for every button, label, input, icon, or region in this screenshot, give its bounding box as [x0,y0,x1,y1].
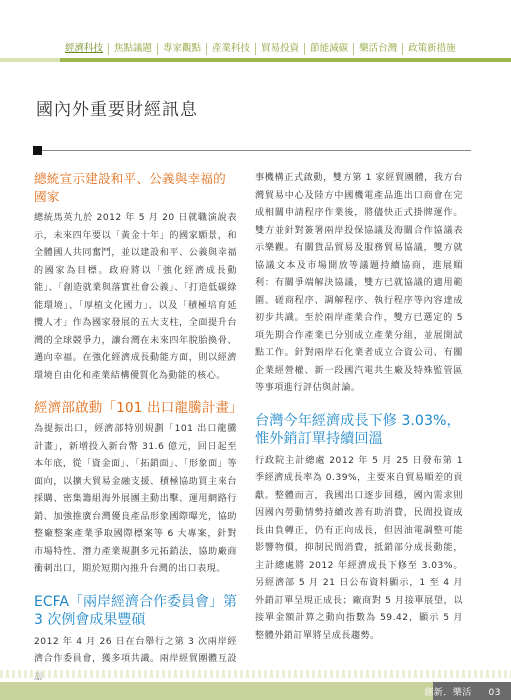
nav-underline [60,58,511,62]
title-rule [36,150,471,151]
page-number: 03 [488,688,501,698]
section-heading-export-plan: 經濟部啟動「101 出口龍騰計畫」 [34,400,243,416]
section-heading-ecfa: ECFA「兩岸經濟合作委員會」第 3 次例會成果豐碩 [34,593,237,628]
nav-item-economy-tech[interactable]: 經濟科技 [65,43,104,54]
nav-item-industry-tech[interactable]: 產業科技 [206,43,255,55]
left-column [34,170,243,686]
section-body-growth: 行政院主計總處 2012 年 5 月 25 日發布第 1 季經濟成長率為 0.39%，主要來自貿易順差的貢獻。整體而言，我國出口逐步回穩，國內需求則因國內勞動情勢持續改善有助消費，民間投資成長由負轉正，仍有正向成長，但因油電調整可能影響物價，抑制民間消費，抵銷部分成長動能，主計總處將 2012 年經濟成長下修至 3.03%。另經濟部 5 月 21 日公布資料顯示，1 至 4 月外銷訂單呈現正成長；廠商對 5 月接單展望，以接單金額計算之動向指數為 59.42，顯示 5 月整體外銷訂單將呈成長趨勢。 [255,455,463,641]
section-body-ecfa-continued: 事機構正式啟動，雙方第 1 家經貿團體，我方台灣貿易中心及陸方中國機電產品進出口商會在完成相關申請程序作業後，將儘快正式掛牌運作。雙方並針對簽署兩岸投保協議及海關合作協議表示樂觀。有關貨品貿易及服務貿易協議，雙方就協議文本及市場開放等議題持續協商，進展順利：有關爭端解決協議，雙方已就協議的適用範圍、磋商程序、調解程序、執行程序等內容達成初步共識。至於兩岸產業合作，雙方已選定的 5 項先期合作產業已分別成立產業分組，並展開試點工作。針對兩岸石化業者成立合資公司、有關企業經營權、新一段國汽電共生廠及特殊監管區等事項進行評估與討論。 [255,173,463,393]
section-body-export-plan: 為提振出口，經濟部特別規劃「101 出口龍騰計畫」，新增投入新台幣 31.6 億元，回日起至本年底，從「資金面」、「拓銷面」、「形象面」等面向，以擴大貿易金融支援、積極協助買主來台採購、密集籌組海外展團主動出擊、運用網路行銷、加強推廣台灣優良產品形象國際曝光，協助整廠整案產業爭取國際標案等 6 大專案，針對市場特性、潛力產業規劃多元拓銷法，協助廠商衝刺出口，期於短期內推升台灣的出口表現。 [34,424,237,574]
nav-item-expert-views[interactable]: 專家觀點 [157,43,206,55]
right-column [255,170,463,645]
nav-item-trade-investment[interactable]: 貿易投資 [255,43,304,55]
section-nav [60,38,511,60]
section-heading-president: 總統宣示建設和平、公義與幸福的國家 [34,171,226,204]
page-title: 國內外重要財經訊息 [36,100,198,120]
footer-section-label: 創新．樂活 [424,688,472,698]
nav-item-new-policies[interactable]: 政策新措施 [402,43,461,55]
footer-pattern [0,670,511,678]
section-heading-growth: 台灣今年經濟成長下修 3.03%，惟外銷訂單持續回溫 [255,412,461,447]
nav-item-focus-issues[interactable]: 焦點議題 [108,43,157,55]
nav-item-energy-saving[interactable]: 節能減碳 [304,43,353,55]
section-body-president: 總統馬英九於 2012 年 5 月 20 日就職演說表示，未來四年要以「黃金十年」的國家願景，和全體國人共同奮鬥，並以建設和平、公義與幸福的國家為目標。政府將以「強化經濟成長動能」、「創造就業與落實社會公義」、「打造低碳綠能環境」、「厚植文化國力」、以及「積極培育延攬人才」作為國家發展的五大支柱，全面提升台灣的全球競爭力，讓台灣在未來四年脫胎換骨、邁向幸福。在強化經濟成長動能方面，則以經濟環境自由化和產業結構優質化為動能的核心。 [34,213,237,381]
title-square-marker [33,146,42,155]
section-body-ecfa: 2012 年 4 月 26 日在台舉行之第 3 次兩岸經濟合作委員會，獲多項共識。兩岸經貿團體互設 [34,636,237,664]
footer-label [424,685,501,698]
nav-underline-light [0,58,62,62]
nav-item-happy-taiwan[interactable]: 樂活台灣 [353,43,402,55]
